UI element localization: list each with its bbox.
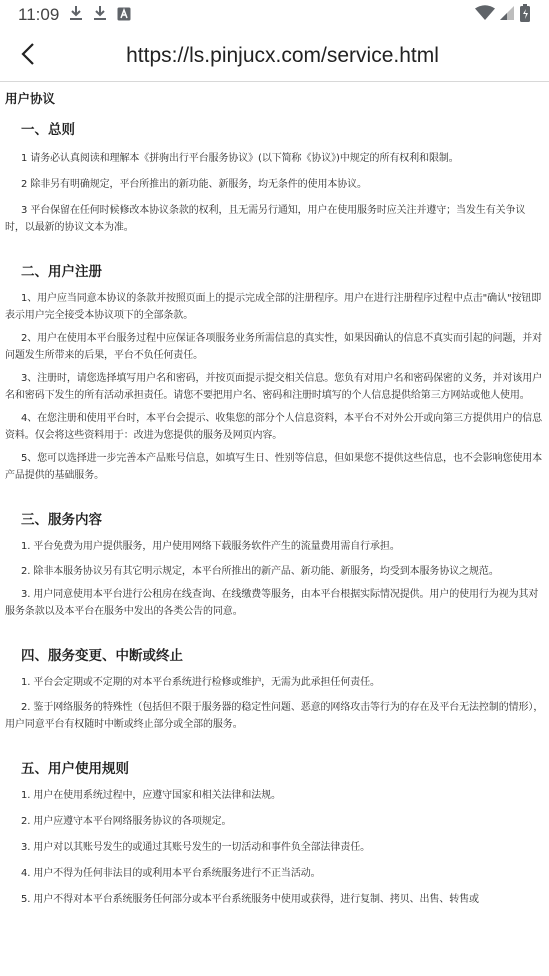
- section-paragraph: 3、注册时，请您选择填写用户名和密码，并按页面提示提交相关信息。您负有对用户名和密码保密的义务，并对该用户名和密码下发生的所有活动承担责任。请您不要把用户名、密码和注册时填写的个人信息提供给第三方网站或他人使用。: [5, 373, 543, 401]
- doc-title: 用户协议: [5, 91, 56, 106]
- section-heading: 四、服务变更、中断或终止: [21, 648, 183, 664]
- section-paragraph: 4、在您注册和使用平台时，本平台会提示、收集您的部分个人信息资料，本平台不对外公开或向第三方提供用户的信息资料。仅会将这些资料用于：改进为您提供的服务及网页内容。: [5, 413, 543, 441]
- status-left: [18, 5, 131, 25]
- status-time: 11:09: [18, 5, 60, 24]
- webview-content[interactable]: [0, 82, 549, 976]
- section-heading: 五、用户使用规则: [21, 761, 129, 777]
- download-icon: [69, 5, 83, 25]
- section-heading: 三、服务内容: [21, 512, 102, 528]
- section-paragraph: 3. 用户对以其账号发生的或通过其账号发生的一切活动和事件负全部法律责任。: [21, 842, 371, 853]
- section-heading: 一、总则: [21, 122, 75, 138]
- wifi-icon: [475, 5, 495, 25]
- section-paragraph: 2 除非另有明确规定，平台所推出的新功能、新服务，均无条件的使用本协议。: [21, 179, 367, 190]
- section-paragraph: 5. 用户不得对本平台系统服务任何部分或本平台系统服务中使用或获得，进行复制、拷贝、出售、转售或: [21, 894, 479, 905]
- status-bar: [0, 0, 549, 30]
- section-heading: 二、用户注册: [21, 264, 102, 280]
- section-paragraph: 1、用户应当同意本协议的条款并按照页面上的提示完成全部的注册程序。用户在进行注册程序过程中点击"确认"按钮即表示用户完全接受本协议项下的全部条款。: [5, 293, 542, 321]
- section-paragraph: 2、用户在使用本平台服务过程中应保证各项服务业务所需信息的真实性，如果因确认的信息不真实而引起的问题，并对问题发生所带来的后果，平台不负任何责任。: [5, 333, 543, 361]
- download-icon: [93, 5, 107, 25]
- section-paragraph: 3 平台保留在任何时候修改本协议条款的权利，且无需另行通知，用户在使用服务时应关注并遵守；当发生有关争议时，以最新的协议文本为准。: [5, 205, 526, 233]
- section-paragraph: 2. 除非本服务协议另有其它明示规定，本平台所推出的新产品、新功能、新服务，均受到本服务协议之规范。: [21, 566, 499, 577]
- section-paragraph: 4. 用户不得为任何非法目的或利用本平台系统服务进行不正当活动。: [21, 868, 321, 879]
- notification-a-icon: [117, 6, 131, 25]
- section-paragraph: 1. 用户在使用系统过程中，应遵守国家和相关法律和法规。: [21, 790, 281, 801]
- back-button[interactable]: [0, 30, 56, 82]
- section-paragraph: 2. 鉴于网络服务的特殊性（包括但不限于服务器的稳定性问题、恶意的网络攻击等行为的存在及平台无法控制的情形），用户同意平台有权随时中断或终止部分或全部的服务。: [5, 702, 544, 730]
- section-paragraph: 3. 用户同意使用本平台进行公租房在线查询、在线缴费等服务，由本平台根据实际情况提供。用户的使用行为视为其对服务条款以及本平台在服务中发出的各类公告的同意。: [5, 589, 539, 617]
- page-url: https://ls.pinjucx.com/service.html: [126, 43, 439, 67]
- section-paragraph: 1. 平台免费为用户提供服务，用户使用网络下载服务软件产生的流量费用需自行承担。: [21, 541, 400, 552]
- back-arrow-icon: [20, 42, 36, 70]
- status-right: [475, 4, 531, 26]
- section-paragraph: 5、您可以选择进一步完善本产品账号信息，如填写生日、性别等信息，但如果您不提供这些信息，也不会影响您使用本产品提供的基础服务。: [5, 453, 543, 481]
- section-paragraph: 1. 平台会定期或不定期的对本平台系统进行检修或维护，无需为此承担任何责任。: [21, 677, 380, 688]
- section-paragraph: 2. 用户应遵守本平台网络服务协议的各项规定。: [21, 816, 232, 827]
- section-paragraph: 1 请务必认真阅读和理解本《拼驹出行平台服务协议》(以下简称《协议》)中规定的所有权利和限制。: [21, 153, 459, 164]
- battery-icon: [519, 4, 531, 26]
- app-bar: [0, 30, 549, 82]
- cellular-signal-icon: [499, 5, 515, 25]
